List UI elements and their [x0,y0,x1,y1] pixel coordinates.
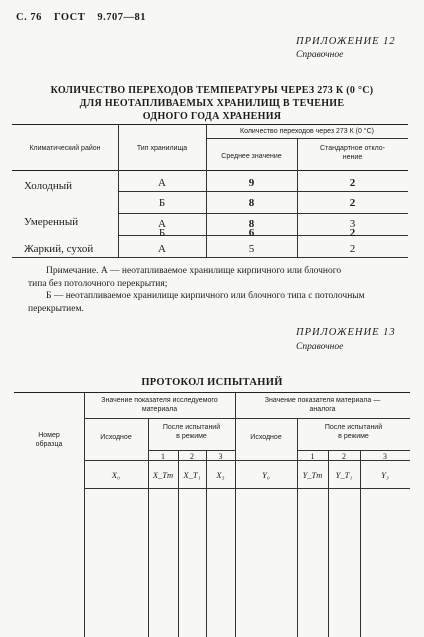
mode-3: 3 [218,452,223,461]
after-test-line: После испытаний [324,424,383,431]
column-group-studied-line: Значение показателя исследуемого [101,397,218,404]
column-header-sample-line: Номер [38,432,60,439]
climate-hot-dry: Жаркий, сухой [24,243,94,255]
symbol-y0: Y₀ [262,470,270,480]
table-row-mean: 5 [248,243,255,255]
table-row-std: 2 [349,227,356,239]
table-1-title [0,84,424,123]
standard-name: ГОСТ [53,12,86,23]
table-1-title-line: ДЛЯ НЕОТАПЛИВАЕМЫХ ХРАНИЛИЩ В ТЕЧЕНИЕ [79,98,345,109]
column-header-group: Количество переходов через 273 К (0 °С) [240,128,374,135]
mode-2: 2 [190,452,194,461]
column-header-sample [14,431,84,449]
climate-cold: Холодный [24,180,73,192]
page-number: С. 76 [16,12,42,23]
column-header-std-line: нение [342,154,363,161]
column-header-after-analog [297,423,410,441]
note-line: типа без потолочного перекрытия; [28,278,168,289]
after-test-line: в режиме [338,433,369,440]
appendix-13-title: ПРИЛОЖЕНИЕ 13 [296,327,396,338]
appendix-12-title: ПРИЛОЖЕНИЕ 12 [296,36,396,47]
symbol-xtm: X_Tm [152,470,174,480]
note-line: Б — неотапливаемое хранилище кирпичного или блочного типа с потолочным [46,291,365,301]
table-row-std: 2 [349,197,356,209]
standard-code: 9.707—81 [97,12,147,23]
table-row-type: А [158,243,166,255]
table-row-mean: 6 [248,227,255,239]
table-row-mean: 8 [248,197,255,209]
column-header-type: Тип хранилища [136,145,188,152]
column-group-analog-line: Значение показателя материала — [264,397,381,404]
mode-2: 2 [342,452,346,461]
symbol-y3: Y₃ [381,470,389,480]
mode-1: 1 [161,452,165,461]
after-test-line: в режиме [176,433,207,440]
column-header-initial-analog: Исходное [250,434,282,441]
table-row-type: А [158,177,166,189]
column-header-sample-line: образца [35,441,63,448]
table-row-type: Б [158,227,166,239]
column-header-std-line: Стандартное откло- [320,145,385,152]
symbol-xt1: X_T₁ [183,470,201,480]
climate-temperate: Умеренный [24,216,79,228]
appendix-12-subtitle: Справочное [296,50,344,60]
table-row-type: Б [158,197,166,209]
mode-1: 1 [310,452,315,461]
appendix-13-subtitle: Справочное [296,342,344,352]
table-1-title-line: ОДНОГО ГОДА ХРАНЕНИЯ [142,111,282,122]
table-1-title-line: КОЛИЧЕСТВО ПЕРЕХОДОВ ТЕМПЕРАТУРЫ ЧЕРЕЗ 273 К (0 °С) [50,85,374,96]
table-row-std: 3 [349,218,356,230]
mode-3: 3 [383,452,387,461]
table-row-type: А [158,218,166,230]
table-row-mean: 9 [248,177,255,189]
symbol-x0: X₀ [111,470,121,480]
symbol-x3: X₃ [216,470,225,480]
page-header [16,12,155,23]
after-test-line: После испытаний [162,424,221,431]
column-header-after-studied [148,423,235,441]
table-1-note [28,265,388,315]
column-group-studied [84,396,235,414]
column-group-analog [235,396,410,414]
symbol-yt1: Y_T₁ [335,470,353,480]
note-line: перекрытием. [28,303,84,314]
table-row-std: 2 [349,177,356,189]
table-row-mean: 8 [248,218,255,230]
column-header-std [297,144,408,162]
table-row-std: 2 [349,243,356,255]
column-group-studied-line: материала [141,406,178,413]
column-header-mean: Среднее значение [221,153,282,160]
column-group-analog-line: аналога [309,406,336,413]
table-2-title: ПРОТОКОЛ ИСПЫТАНИЙ [141,377,283,388]
column-header-initial-studied: Исходное [100,434,132,441]
symbol-ytm: Y_Tm [302,470,323,480]
column-header-climate: Климатический район [29,145,101,152]
note-line: Примечание. А — неотапливаемое хранилище кирпичного или блочного [46,266,342,276]
